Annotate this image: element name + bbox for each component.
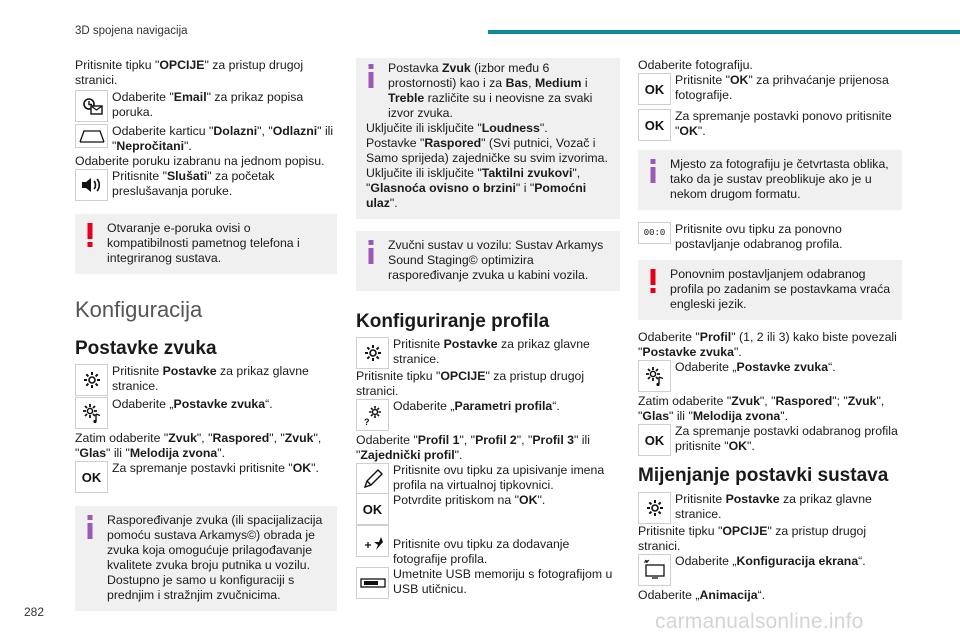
c1-select-message-text: Odaberite poruku izabranu na jednom popisu.	[75, 154, 325, 168]
c3-choose-sound-text: Zatim odaberite "Zvuk", "Raspored"; "Zvuk", "Glas" ili "Melodija zvona".	[638, 394, 885, 423]
svg-text:?: ?	[363, 417, 369, 426]
ok-button[interactable]: OK	[356, 493, 389, 525]
add-photo-icon[interactable]	[356, 525, 389, 557]
c1-info-text: Raspoređivanje zvuka (ili spacijalizacija pomoću sustava Arkamys©) obrada je zvuka koja omogućuje prilagođavanje kvalitete zvuka broju putnika u vozilu. Dostupno je samo u konfiguraciji s prednjim i stražnjim zvučnicima.	[107, 513, 323, 602]
speaker-icon[interactable]	[75, 169, 108, 201]
c1-warning-text: Otvaranje e-poruka ovisi o kompatibilnosti pametnog telefona i integriranog sustava.	[107, 221, 300, 265]
c1-tabs-row	[75, 124, 337, 154]
warning-icon	[87, 223, 93, 247]
c2-arkamys-text: Zvučni sustav u vozilu: Sustav Arkamys Sound Staging© optimizira raspoređivanje zvuka u kabini vozila.	[388, 238, 604, 282]
c3-ok-accept-text: Pritisnite "OK" za prihvaćanje prijenosa fotografije.	[675, 73, 889, 102]
ok-button[interactable]: OK	[638, 73, 671, 105]
c2-options-text: Pritisnite tipku "OPCIJE" za pristup drugoj stranici.	[356, 369, 585, 398]
c3-select-photo-text: Odaberite fotografiju.	[638, 58, 753, 72]
sound-settings-icon[interactable]	[638, 360, 671, 392]
c3-profile-link-text: Odaberite "Profil" (1, 2 ili 3) kako biste povezali "Postavke zvuka".	[638, 330, 897, 359]
c1-listen-text: Pritisnite "Slušati" za početak preslušavanja poruke.	[112, 169, 275, 198]
c3-settings-row	[638, 492, 902, 524]
c2-confirm-text: Potvrdite pritiskom na "OK".	[393, 493, 546, 507]
c2-settings-text: Pritisnite Postavke za prikaz glavne stranice.	[393, 337, 590, 366]
reset-profile-icon[interactable]: 00:0	[638, 222, 671, 244]
c2-profile-params-row	[356, 399, 620, 431]
pencil-icon[interactable]	[356, 463, 389, 495]
c2-info-note-sound	[356, 58, 620, 219]
settings-gear-icon[interactable]	[638, 492, 671, 524]
c2-edit-name-row	[356, 463, 620, 495]
c2-loudness-text: Uključite ili isključite "Loudness".	[366, 121, 548, 135]
ok-button[interactable]: OK	[638, 109, 671, 141]
subheading-konfiguriranje-profila: Konfiguriranje profila	[356, 311, 550, 332]
subheading-mijenjanje-postavki: Mijenjanje postavki sustava	[638, 465, 889, 486]
watermark-text: carmanualsonline.info	[655, 610, 864, 633]
c3-info-photo-text: Mjesto za fotografiju je četvrtasta oblika, tako da je sustav preoblikuje ako je u nekom drugom formatu.	[670, 157, 889, 201]
c3-screen-config-text: Odaberite „Konfiguracija ekrana“.	[675, 554, 866, 568]
c1-choose-sound-text: Zatim odaberite "Zvuk", "Raspored", "Zvuk", "Glas" ili "Melodija zvona".	[75, 431, 322, 460]
tab-folder-icon[interactable]	[75, 124, 108, 148]
info-icon	[368, 64, 374, 88]
c3-info-note-photo	[638, 150, 902, 210]
c1-warning-note	[75, 214, 337, 274]
section-heading-konfiguracija: Konfiguracija	[75, 297, 203, 322]
c1-sound-settings-row	[75, 397, 337, 429]
settings-gear-icon[interactable]	[356, 337, 389, 369]
c1-listen-row	[75, 169, 337, 201]
c3-reset-text: Pritisnite ovu tipku za ponovno postavljanje odabranog profila.	[675, 222, 843, 251]
c3-screen-config-row	[638, 554, 902, 586]
c3-options-text: Pritisnite tipku "OPCIJE" za pristup drugoj stranici.	[638, 524, 867, 553]
c3-settings-text: Pritisnite Postavke za prikaz glavne stranice.	[675, 492, 872, 521]
info-icon	[87, 515, 93, 539]
c3-ok-save-row	[638, 109, 902, 141]
warning-icon	[650, 269, 656, 293]
subheading-postavke-zvuka: Postavke zvuka	[75, 338, 217, 359]
c1-sound-settings-text: Odaberite „Postavke zvuka“.	[112, 397, 273, 411]
c2-tactile-text: Uključite ili isključite "Taktilni zvukovi", "Glasnoća ovisno o brzini" i "Pomoćni ulaz".	[366, 166, 587, 210]
c3-reset-row	[638, 222, 902, 252]
c2-settings-row	[356, 337, 620, 369]
ok-button[interactable]: OK	[638, 424, 671, 456]
c1-email-row	[75, 90, 337, 122]
c2-usb-row	[356, 567, 620, 599]
screen-brightness-icon[interactable]	[638, 554, 671, 586]
header-accent-bar	[488, 30, 960, 34]
c2-add-photo-row	[356, 525, 620, 567]
page-number: 282	[24, 605, 45, 619]
usb-icon[interactable]	[356, 567, 389, 599]
c3-ok-save-text: Za spremanje postavki ponovo pritisnite "OK".	[675, 109, 892, 138]
c2-raspored-text: Postavke "Raspored" (Svi putnici, Vozač i Samo sprijeda) zajedničke su svim izvorima.	[366, 136, 608, 165]
email-icon[interactable]	[75, 90, 108, 122]
c2-profile-select-text: Odaberite "Profil 1", "Profil 2", "Profil 3" ili "Zajednički profil".	[356, 433, 590, 462]
c3-ok-profile-text: Za spremanje postavki odabranog profila pritisnite "OK".	[675, 424, 898, 453]
c2-confirm-row	[356, 493, 620, 525]
c2-usb-text: Umetnite USB memoriju s fotografijom u USB utičnicu.	[393, 567, 613, 596]
settings-gear-icon[interactable]	[75, 364, 108, 396]
c2-info-note-arkamys	[356, 231, 620, 291]
c3-sound-settings-text: Odaberite „Postavke zvuka“.	[675, 360, 836, 374]
c3-animation-text: Odaberite „Animacija“.	[638, 588, 766, 602]
page-header-title: 3D spojena navigacija	[75, 25, 188, 37]
c1-info-note	[75, 506, 337, 611]
c1-ok-row	[75, 461, 337, 493]
sound-settings-icon[interactable]	[75, 397, 108, 429]
c1-settings-row	[75, 364, 337, 396]
c3-ok-accept-row	[638, 73, 902, 105]
c2-profile-params-text: Odaberite „Parametri profila“.	[393, 399, 560, 413]
c2-edit-name-text: Pritisnite ovu tipku za upisivanje imena profila na virtualnoj tipkovnici.	[393, 463, 605, 492]
c1-ok-text: Za spremanje postavki pritisnite "OK".	[112, 461, 319, 475]
c1-settings-text: Pritisnite Postavke za prikaz glavne stranice.	[112, 364, 309, 393]
c1-options-text: Pritisnite tipku "OPCIJE" za pristup drugoj stranici.	[75, 58, 304, 87]
c2-info-sound-text: Postavka Zvuk (izbor među 6 prostornosti) kao i za Bas, Medium i Treble različite su i neovisne za svaki izvor zvuka.	[388, 61, 593, 120]
c3-warning-note	[638, 260, 902, 320]
column-1	[75, 58, 337, 611]
info-icon	[368, 240, 374, 264]
c2-add-photo-text: Pritisnite ovu tipku za dodavanje fotografije profila.	[393, 537, 570, 566]
profile-settings-icon[interactable]	[356, 399, 389, 431]
ok-button[interactable]: OK	[75, 461, 108, 493]
c3-warning-text: Ponovnim postavljanjem odabranog profila po zadanim se postavkama vraća engleski jezik.	[670, 267, 891, 311]
c1-email-text: Odaberite "Email" za prikaz popisa poruka.	[112, 90, 304, 119]
c1-tabs-text: Odaberite karticu "Dolazni", "Odlazni" ili "Nepročitani".	[112, 124, 334, 153]
column-2	[356, 58, 620, 599]
c3-ok-profile-row	[638, 424, 902, 456]
c3-sound-settings-row	[638, 360, 902, 392]
column-3	[638, 58, 902, 603]
info-icon	[650, 159, 656, 183]
